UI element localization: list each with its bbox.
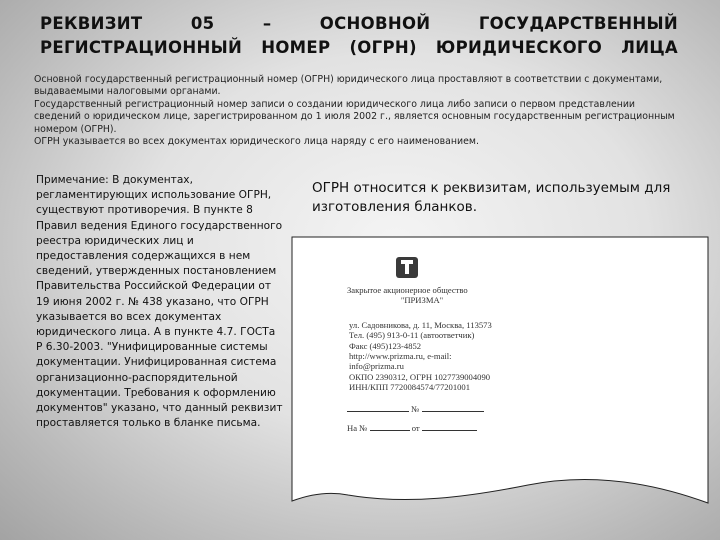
org-fax: Факс (495)123-4852 bbox=[349, 340, 422, 351]
ogrn-statement bbox=[312, 179, 672, 217]
number-label: № bbox=[411, 403, 420, 414]
company-logo-icon bbox=[396, 257, 418, 278]
intro-text bbox=[34, 74, 682, 148]
org-name: "ПРИЗМА" bbox=[400, 295, 444, 306]
ogrn-statement-text: ОГРН относится к реквизитам, используемым для изготовления бланков. bbox=[312, 180, 671, 215]
org-type: Закрытое акционерное общество bbox=[347, 285, 468, 295]
slide-title-line-1: РЕКВИЗИТ 05 – ОСНОВНОЙ ГОСУДАРСТВЕННЫЙ bbox=[40, 14, 678, 33]
note-block bbox=[36, 173, 283, 431]
intro-paragraph-2: Государственный регистрационный номер записи о создании юридического лица либо записи о первом представлении сведений о юридическом лице, зарегистрированном до 1 июля 2002 г., является основным государственным регистрационным номером (ОГРН). bbox=[34, 98, 675, 135]
org-inn-kpp: ИНН/КПП 7720084574/77201001 bbox=[349, 382, 471, 393]
letterhead-blank bbox=[347, 285, 497, 433]
org-okpo-ogrn: ОКПО 2390312, ОГРН 1027739004090 bbox=[349, 371, 491, 382]
reference-label: На № bbox=[347, 423, 368, 434]
intro-paragraph-1: Основной государственный регистрационный номер (ОГРН) юридического лица проставляют в соответствии с документами, выдаваемыми налоговыми органами. bbox=[34, 74, 663, 98]
reference-number-line bbox=[347, 422, 497, 433]
slide-title-line-2: РЕГИСТРАЦИОННЫЙ НОМЕР (ОГРН) ЮРИДИЧЕСКОГО ЛИЦА bbox=[40, 38, 678, 57]
outgoing-number-line bbox=[347, 403, 497, 414]
from-label: от bbox=[411, 423, 420, 434]
intro-paragraph-3: ОГРН указывается во всех документах юридического лица наряду с его наименованием. bbox=[34, 136, 479, 148]
org-address: ул. Садовникова, д. 11, Москва, 113573 bbox=[349, 319, 492, 330]
slide-title bbox=[40, 12, 678, 60]
note-text: Примечание: В документах, регламентирующих использование ОГРН, существуют противоречия. В пункте 8 Правил ведения Единого государственного реестра юридических лиц и предоставления содержащихся в нем сведений, утвержденных постановлением Правительства Российской Федерации от 19 июня 2002 г. № 438 указано, что ОГРН указывается во всех документах юридического лица. А в пункте 4.7. ГОСТа Р 6.30-2003. "Унифицированные системы документации. Унифицированная система организационно-распорядительной документации. Требования к оформлению документов" указано, что данный реквизит проставляется только в бланке письма. bbox=[36, 174, 283, 430]
org-phone: Тел. (495) 913-0-11 (автоответчик) bbox=[349, 330, 475, 341]
org-web: http://www.prizma.ru, e-mail: info@prizma.ru bbox=[349, 351, 452, 372]
